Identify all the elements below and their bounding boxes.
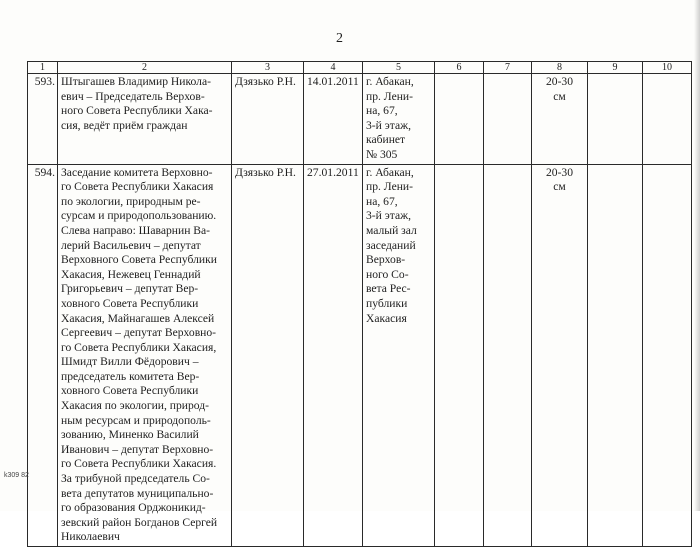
- column-header: 2: [58, 62, 232, 74]
- column-header: 4: [304, 62, 363, 74]
- location-line: пр. Лени-: [366, 180, 413, 194]
- description-line: сурсам и природопользованию.: [61, 209, 217, 223]
- description-line: вета депутатов муниципально-: [61, 486, 214, 500]
- description-line: Сергеевич – депутат Верховно-: [61, 326, 217, 340]
- description-line: зевский район Богданов Сергей: [61, 515, 218, 529]
- location-line: г. Абакан,: [366, 75, 414, 88]
- row-number: 593.: [28, 74, 58, 165]
- empty-cell-col9: [588, 74, 643, 165]
- column-header: 3: [232, 62, 304, 74]
- description-line: Николаевич: [61, 530, 120, 544]
- description-line: Хакасия по экологии, природ-: [61, 399, 210, 413]
- table-row: [28, 164, 692, 546]
- column-header: 10: [643, 62, 692, 74]
- description-line: по экологии, природным ре-: [61, 194, 201, 208]
- distance-line: 20-30: [545, 75, 574, 88]
- description-cell: [58, 164, 232, 546]
- description-line: Григорьевич – депутат Вер-: [61, 282, 199, 296]
- description-line: ховного Совета Республики: [61, 296, 199, 310]
- location-line: вета Рес-: [366, 282, 411, 296]
- location-line: ного Со-: [366, 267, 409, 281]
- description-line: Заседание комитета Верховно-: [61, 165, 213, 179]
- page-number: 2: [336, 31, 343, 46]
- column-header: 9: [588, 62, 643, 74]
- location-line: малый зал: [366, 223, 417, 237]
- location-line: заседаний: [366, 238, 416, 252]
- date-cell: 27.01.2011: [304, 164, 363, 546]
- location-cell: [363, 74, 435, 165]
- description-line: Шмидт Вилли Фёдорович –: [61, 355, 199, 369]
- column-header: 7: [484, 62, 532, 74]
- description-line: Хакасия, Нежевец Геннадий: [61, 267, 201, 281]
- row-number: 594.: [28, 164, 58, 546]
- location-cell: [363, 164, 435, 546]
- page-edge-shadow: [694, 0, 700, 511]
- distance-line: 20-30: [545, 165, 574, 179]
- description-line: го Совета Республики Хакасия,: [61, 340, 217, 354]
- location-line: г. Абакан,: [366, 165, 414, 179]
- empty-cell-col10: [643, 74, 692, 165]
- description-line: ного Совета Республики Хака-: [61, 104, 213, 118]
- location-line: 3-й этаж,: [366, 118, 411, 132]
- date-cell: 14.01.2011: [304, 74, 363, 165]
- description-line: лерий Васильевич – депутат: [61, 238, 201, 252]
- description-line: евич – Председатель Верхов-: [61, 89, 205, 103]
- location-line: Верхов-: [366, 253, 406, 267]
- description-line: сия, ведёт приём граждан: [61, 118, 188, 132]
- column-header-row: [28, 62, 692, 74]
- description-line: зованию, Миненко Василий: [61, 428, 199, 442]
- empty-cell-col7: [484, 164, 532, 546]
- description-cell: [58, 74, 232, 165]
- description-line: Иванович – депутат Верховно-: [61, 442, 214, 456]
- description-line: ным ресурсам и природополь-: [61, 413, 211, 427]
- empty-cell-col7: [484, 74, 532, 165]
- description-line: го Совета Республики Хакасия: [61, 180, 214, 194]
- description-line: Верховного Совета Республики: [61, 253, 217, 267]
- column-header: 5: [363, 62, 435, 74]
- distance-line: см: [553, 180, 566, 194]
- column-header: 6: [435, 62, 484, 74]
- description-line: го Совета Республики Хакасия.: [61, 457, 217, 471]
- distance-cell: [532, 164, 588, 546]
- empty-cell-col6: [435, 74, 484, 165]
- location-line: пр. Лени-: [366, 89, 413, 103]
- distance-cell: [532, 74, 588, 165]
- column-header: 1: [28, 62, 58, 74]
- description-line: председатель комитета Вер-: [61, 369, 200, 383]
- description-line: За трибуной председатель Со-: [61, 472, 210, 486]
- print-mark: k309 82: [4, 472, 29, 479]
- location-line: Хакасия: [366, 311, 407, 325]
- empty-cell-col9: [588, 164, 643, 546]
- author-cell: Дзязько Р.Н.: [232, 74, 304, 165]
- table-row: [28, 74, 692, 165]
- author-cell: Дзязько Р.Н.: [232, 164, 304, 546]
- location-line: на, 67,: [366, 104, 398, 118]
- distance-line: см: [553, 89, 566, 103]
- description-line: ховного Совета Республики: [61, 384, 199, 398]
- location-line: № 305: [366, 147, 398, 161]
- location-line: кабинет: [366, 133, 406, 147]
- description-line: Хакасия, Майнагашев Алексей: [61, 311, 215, 325]
- description-line: Штыгашев Владимир Никола-: [61, 75, 211, 88]
- register-table: [27, 61, 692, 547]
- location-line: 3-й этаж,: [366, 209, 411, 223]
- location-line: публики: [366, 296, 408, 310]
- location-line: на, 67,: [366, 194, 398, 208]
- empty-cell-col10: [643, 164, 692, 546]
- column-header: 8: [532, 62, 588, 74]
- description-line: Слева направо: Шаварнин Ва-: [61, 223, 211, 237]
- description-line: го образования Орджоникид-: [61, 501, 206, 515]
- empty-cell-col6: [435, 164, 484, 546]
